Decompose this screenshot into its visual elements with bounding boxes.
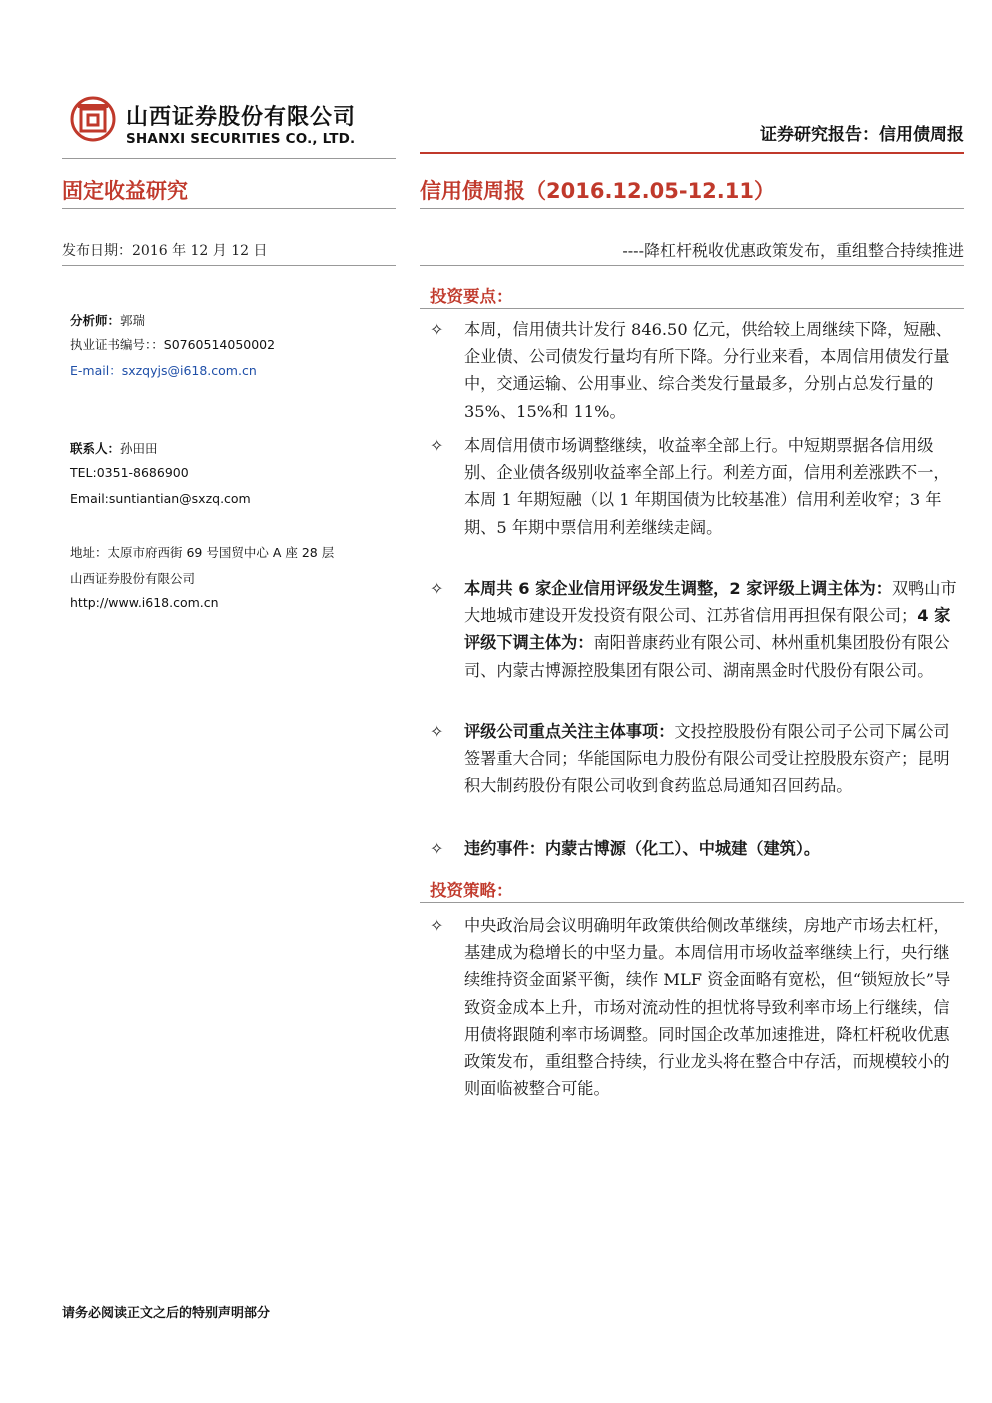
report-subtitle: ----降杠杆税收优惠政策发布，重组整合持续推进 xyxy=(622,241,964,260)
company-logo-icon xyxy=(70,96,116,142)
key-points-rule xyxy=(420,308,964,309)
contact-line xyxy=(70,439,158,457)
bullet-4 xyxy=(430,718,964,800)
section-title: 固定收益研究 xyxy=(62,179,188,203)
analyst-line xyxy=(70,311,145,329)
bullet-mark-icon: ✧ xyxy=(430,722,444,741)
bullet-mark-icon: ✧ xyxy=(430,839,444,858)
strategy-bullet xyxy=(430,912,964,1102)
disclaimer-footer: 请务必阅读正文之后的特别声明部分 xyxy=(62,1306,271,1321)
bullet-text: 双鸭山市大地城市建设开发投资有限公司、江苏省信用再担保有限公司； xyxy=(464,579,957,626)
contact-name: 孙田田 xyxy=(120,441,158,456)
bullet-bold-2: 4 家评级下调主体为： xyxy=(464,606,951,653)
right-date-rule xyxy=(420,265,964,266)
website-link[interactable]: http://www.i618.com.cn xyxy=(70,595,219,610)
analyst-name: 郭瑞 xyxy=(120,313,146,328)
analyst-email[interactable]: E-mail：sxzqyjs@i618.com.cn xyxy=(70,363,257,378)
left-top-rule xyxy=(62,158,396,159)
analyst-label: 分析师： xyxy=(70,313,121,328)
cert-value: ：S0760514050002 xyxy=(151,337,276,352)
company-name-en: SHANXI SECURITIES CO., LTD. xyxy=(126,131,356,147)
strategy-rule xyxy=(420,902,964,903)
contact-email[interactable]: Email:suntiantian@sxzq.com xyxy=(70,491,251,506)
left-title-rule xyxy=(62,208,396,209)
bullet-mark-icon: ✧ xyxy=(430,436,444,455)
report-title: 信用债周报（2016.12.05-12.11） xyxy=(420,179,775,203)
key-points-heading: 投资要点： xyxy=(430,287,513,306)
right-title-rule xyxy=(420,208,964,209)
bullet-text: 文投控股股份有限公司子公司下属公司签署重大合同；华能国际电力股份有限公司受让控股股东资产；昆明积大制药股份有限公司收到食药监总局通知召回药品。 xyxy=(464,722,950,796)
bullet-2 xyxy=(430,432,964,541)
publish-date: 发布日期：2016 年 12 月 12 日 xyxy=(62,243,268,259)
bullet-text-2: 南阳普康药业有限公司、林州重机集团股份有限公司、内蒙古博源控股集团有限公司、湖南黑金时代股份有限公司。 xyxy=(464,633,950,680)
contact-tel: TEL:0351-8686900 xyxy=(70,465,189,480)
bullet-bold: 违约事件：内蒙古博源（化工）、中城建（建筑）。 xyxy=(464,839,821,858)
company-name-cn: 山西证券股份有限公司 xyxy=(126,105,357,130)
cert-label: 执业证书编号： xyxy=(70,337,152,352)
cert-line xyxy=(70,335,275,353)
bullet-text: 本周，信用债共计发行 846.50 亿元，供给较上周继续下降，短融、企业债、公司债发行量均有所下降。分行业来看，本周信用债发行量中，交通运输、公用事业、综合类发行量最多，分别占总发行量的 35%、15%和 11%。 xyxy=(464,320,952,421)
company-line: 山西证券股份有限公司 xyxy=(70,571,196,586)
bullet-mark-icon: ✧ xyxy=(430,916,444,935)
bullet-1 xyxy=(430,316,964,425)
bullet-text: 本周信用债市场调整继续，收益率全部上行。中短期票据各信用级别、企业债各级别收益率全部上行。利差方面，信用利差涨跌不一，本周 1 年期短融（以 1 年期国债为比较基准）信用利差收窄；3 年期、5 年期中票信用利差继续走阔。 xyxy=(464,436,950,537)
contact-label: 联系人： xyxy=(70,441,121,456)
bullet-3 xyxy=(430,575,964,684)
strategy-text: 中央政治局会议明确明年政策供给侧改革继续，房地产市场去杠杆，基建成为稳增长的中坚力量。本周信用市场收益率继续上行，央行继续维持资金面紧平衡，续作 MLF 资金面略有宽松，但“锁短放长”导致资金成本上升，市场对流动性的担忧将导致利率市场上行继续，信用债将跟随利率市场调整。同时国企改革加速推进，降杠杆税收优惠政策发布，重组整合持续，行业龙头将在整合中存活，而规模较小的则面临被整合可能。 xyxy=(464,916,951,1099)
left-date-rule xyxy=(62,265,396,266)
address: 地址：太原市府西街 69 号国贸中心 A 座 28 层 xyxy=(70,545,335,560)
bullet-bold: 评级公司重点关注主体事项： xyxy=(464,722,675,741)
bullet-mark-icon: ✧ xyxy=(430,320,444,339)
header-divider xyxy=(420,152,964,154)
report-type: 证券研究报告：信用债周报 xyxy=(760,125,964,145)
bullet-mark-icon: ✧ xyxy=(430,579,444,598)
bullet-5 xyxy=(430,835,964,862)
strategy-heading: 投资策略： xyxy=(430,881,513,900)
bullet-bold: 本周共 6 家企业信用评级发生调整，2 家评级上调主体为： xyxy=(464,579,892,598)
